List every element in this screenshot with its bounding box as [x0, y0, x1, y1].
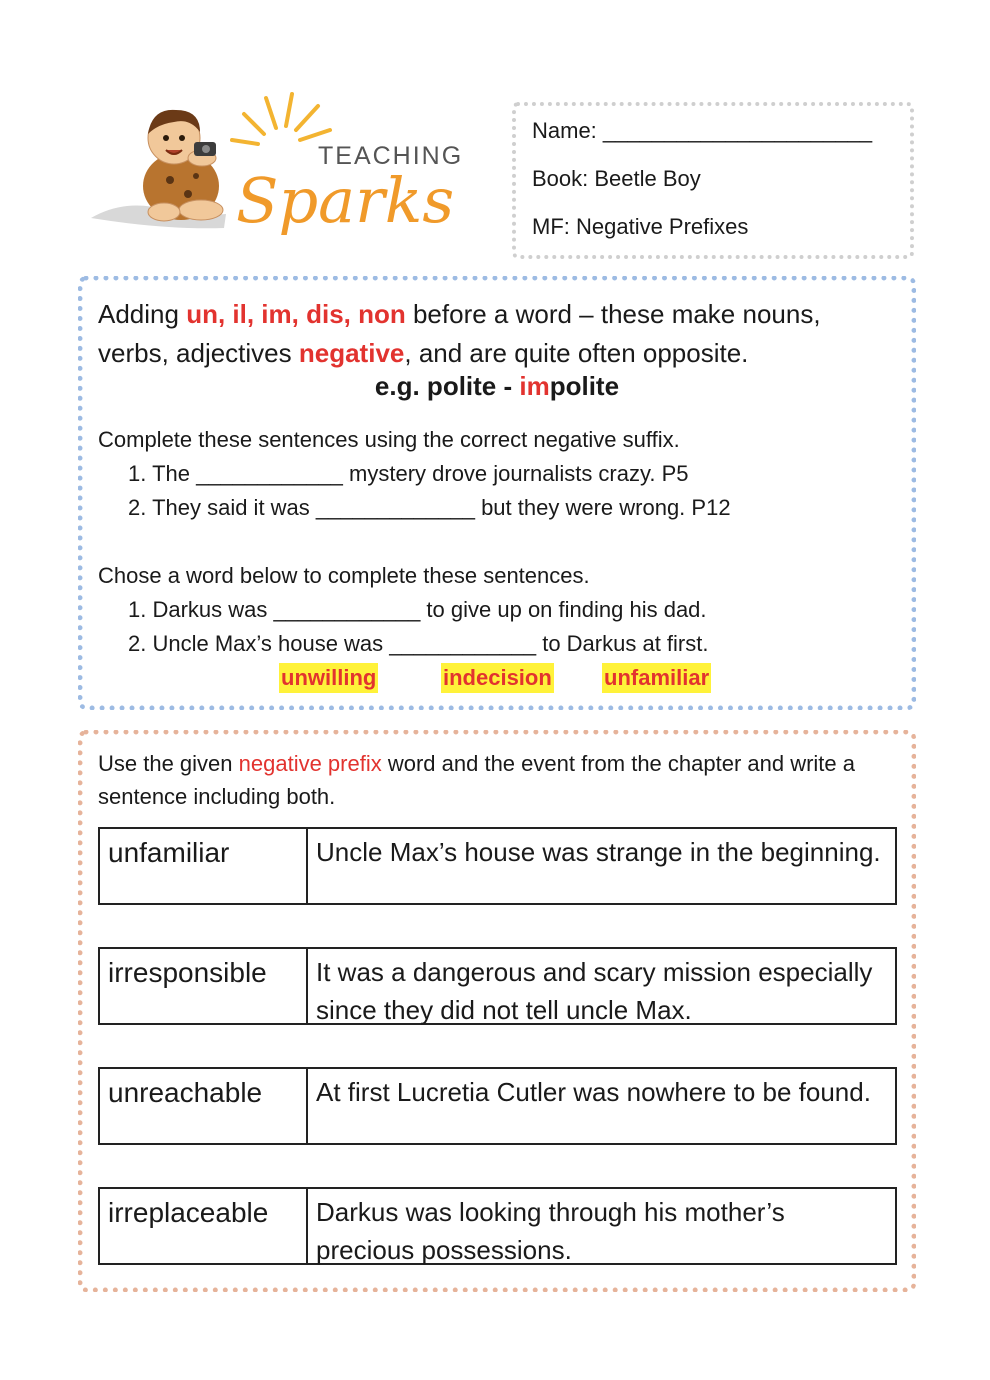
- task2-instruction: Chose a word below to complete these sentences.: [98, 563, 590, 588]
- name-field[interactable]: Name: ______________________: [532, 118, 873, 143]
- intro-text: , and are quite often opposite.: [404, 338, 749, 368]
- negative-word: negative: [298, 338, 405, 368]
- instruction-text: word and the event from the chapter and write a sentence including both.: [98, 751, 856, 809]
- table-row: [98, 1187, 897, 1265]
- task1-sentence: 1. The ____________ mystery drove journalists crazy. P5: [128, 461, 689, 486]
- word-choice: indecision: [441, 663, 554, 693]
- book-label: Book: Beetle Boy: [532, 166, 701, 191]
- table-row: [98, 827, 897, 905]
- prefix-word: irreplaceable: [100, 1189, 308, 1263]
- logo-line1: TEACHING: [318, 142, 464, 170]
- chapter-event: At first Lucretia Cutler was nowhere to be found.: [316, 1077, 871, 1107]
- word-choice: unwilling: [279, 663, 378, 693]
- student-info-box: [512, 102, 914, 259]
- task3-instruction: [98, 747, 888, 813]
- sentence-writing-box: [78, 730, 916, 1292]
- chapter-event: It was a dangerous and scary mission especially since they did not tell uncle Max.: [316, 957, 873, 1025]
- task1-instruction: Complete these sentences using the correct negative suffix.: [98, 427, 680, 452]
- intro-text: Adding: [98, 299, 187, 329]
- table-row: [98, 947, 897, 1025]
- chapter-event: Uncle Max’s house was strange in the beginning.: [316, 837, 881, 867]
- prefix-explanation-box: [78, 276, 916, 710]
- prefix-list: un, il, im, dis, non: [186, 299, 406, 329]
- task2-sentence: 1. Darkus was ____________ to give up on finding his dad.: [128, 597, 707, 622]
- word-choice: unfamiliar: [602, 663, 711, 693]
- example-root: polite: [549, 371, 620, 401]
- example-prefix: im: [519, 371, 550, 401]
- task2-sentence: 2. Uncle Max’s house was ____________ to Darkus at first.: [128, 631, 709, 656]
- prefix-word: unfamiliar: [100, 829, 308, 903]
- task1-sentence: 2. They said it was _____________ but they were wrong. P12: [128, 495, 731, 520]
- chapter-event: Darkus was looking through his mother’s precious possessions.: [316, 1197, 785, 1265]
- example-base: e.g. polite -: [374, 371, 520, 401]
- table-row: [98, 1067, 897, 1145]
- teaching-sparks-logo: [86, 88, 476, 238]
- example-line: [83, 371, 911, 402]
- mf-label: MF: Negative Prefixes: [532, 214, 749, 239]
- prefix-word: irresponsible: [100, 949, 308, 1023]
- prefix-word: unreachable: [100, 1069, 308, 1143]
- negative-prefix-term: negative prefix: [238, 751, 382, 776]
- intro-text: before a word – these make nouns, verbs, adjectives: [98, 299, 821, 368]
- caveman-mascot-icon: [86, 88, 476, 238]
- instruction-text: Use the given: [98, 751, 239, 776]
- prefix-intro: [98, 295, 898, 373]
- logo-line2: Sparks: [236, 164, 455, 237]
